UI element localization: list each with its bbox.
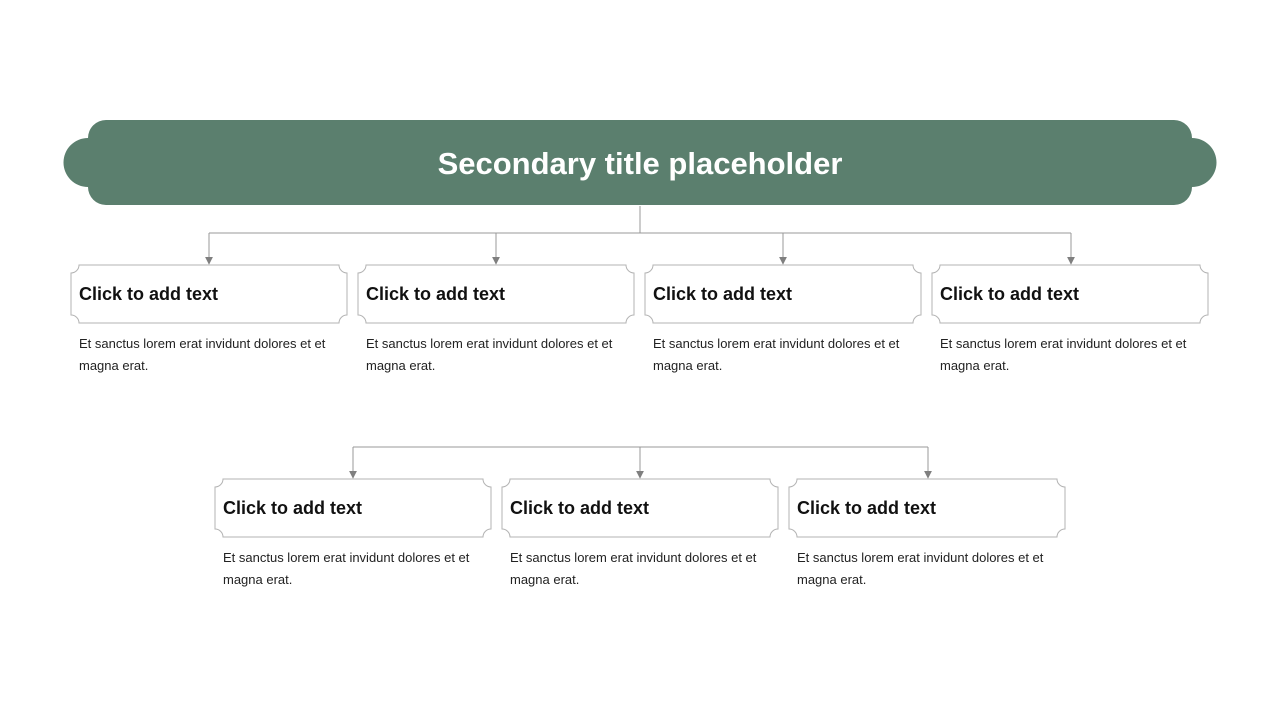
box-description-bottom-1[interactable]: Et sanctus lorem erat invidunt dolores et et magna erat. — [223, 550, 470, 587]
bottom-connectors — [353, 447, 928, 478]
page-title[interactable]: Secondary title placeholder — [437, 145, 843, 181]
box-label-top-2[interactable]: Click to add text — [366, 283, 506, 304]
box-description-bottom-2[interactable]: Et sanctus lorem erat invidunt dolores et et magna erat. — [510, 550, 757, 587]
box-label-top-3[interactable]: Click to add text — [653, 283, 793, 304]
box-label-bottom-1[interactable]: Click to add text — [223, 497, 363, 518]
box-description-top-4[interactable]: Et sanctus lorem erat invidunt dolores et et magna erat. — [940, 336, 1187, 373]
box-description-top-2[interactable]: Et sanctus lorem erat invidunt dolores et et magna erat. — [366, 336, 613, 373]
box-label-bottom-2[interactable]: Click to add text — [510, 497, 650, 518]
box-description-bottom-3[interactable]: Et sanctus lorem erat invidunt dolores et et magna erat. — [797, 550, 1044, 587]
top-connectors — [209, 206, 1071, 264]
box-label-bottom-3[interactable]: Click to add text — [797, 497, 937, 518]
box-description-top-1[interactable]: Et sanctus lorem erat invidunt dolores et et magna erat. — [79, 336, 326, 373]
box-label-top-1[interactable]: Click to add text — [79, 283, 219, 304]
box-label-top-4[interactable]: Click to add text — [940, 283, 1080, 304]
box-description-top-3[interactable]: Et sanctus lorem erat invidunt dolores et et magna erat. — [653, 336, 900, 373]
